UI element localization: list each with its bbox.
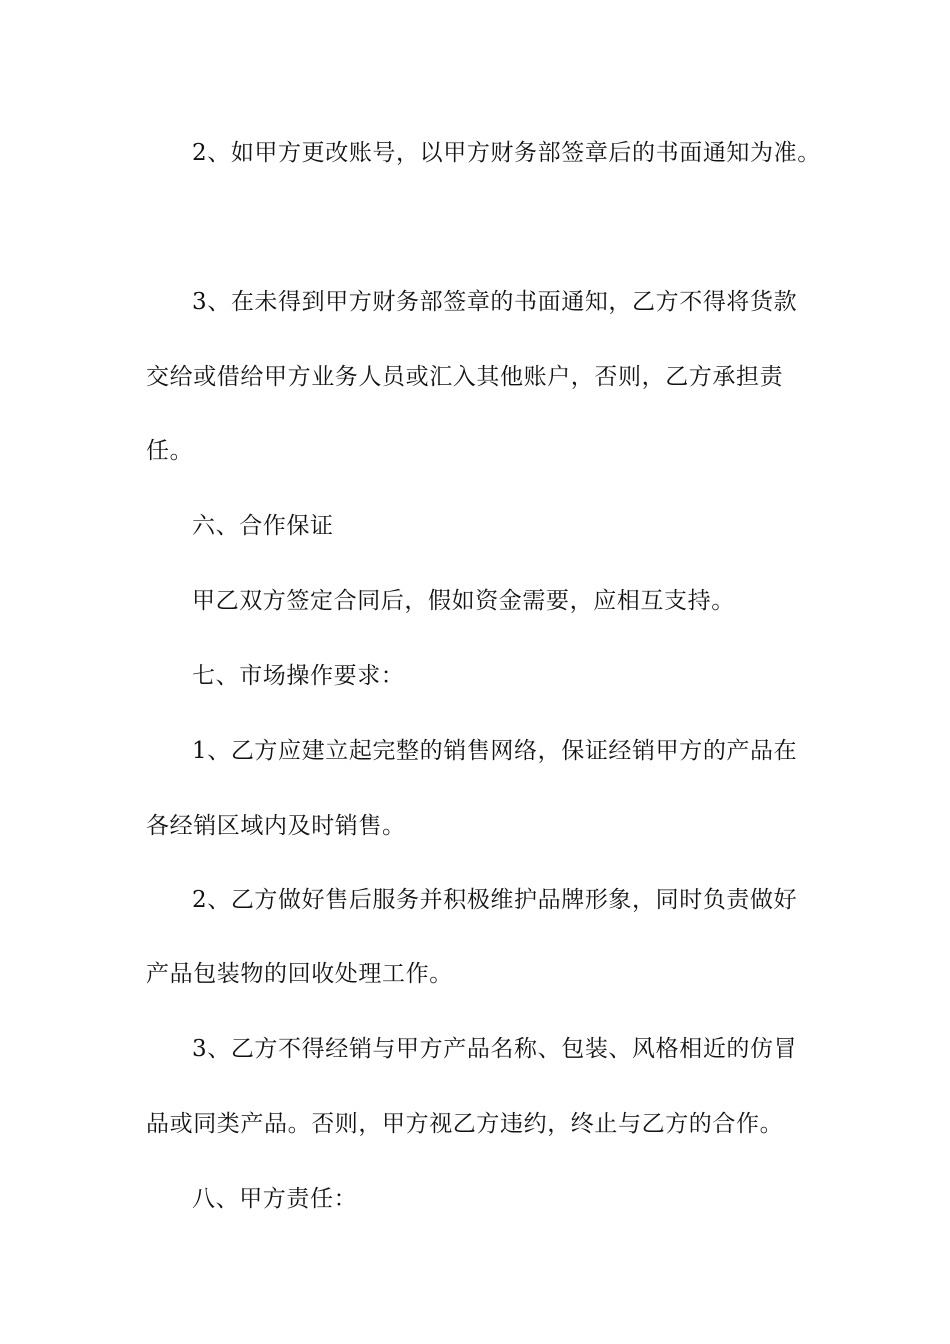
section-heading-market-requirements: 七、市场操作要求： [192,663,405,689]
paragraph-payment-notice-line-2: 交给或借给甲方业务人员或汇入其他账户，否则，乙方承担责 [146,364,784,390]
paragraph-counterfeit-line-2: 品或同类产品。否则，甲方视乙方违约，终止与乙方的合作。 [146,1111,784,1137]
paragraph-counterfeit-line-1: 3、乙方不得经销与甲方产品名称、包装、风格相近的仿冒 [192,1036,798,1062]
paragraph-payment-notice-line-3: 任。 [146,438,194,464]
paragraph-after-sales-line-1: 2、乙方做好售后服务并积极维护品牌形象，同时负责做好 [192,887,798,913]
section-heading-cooperation-guarantee: 六、合作保证 [192,513,334,539]
paragraph-payment-notice-line-1: 3、在未得到甲方财务部签章的书面通知，乙方不得将货款 [192,289,798,315]
paragraph-after-sales-line-2: 产品包装物的回收处理工作。 [146,961,453,987]
paragraph-sales-network-line-2: 各经销区域内及时销售。 [146,813,406,839]
paragraph-account-change: 2、如甲方更改账号，以甲方财务部签章后的书面通知为准。 [192,140,821,166]
paragraph-mutual-support: 甲乙双方签定合同后，假如资金需要，应相互支持。 [192,588,735,614]
paragraph-sales-network-line-1: 1、乙方应建立起完整的销售网络，保证经销甲方的产品在 [192,738,798,764]
section-heading-party-a-responsibility: 八、甲方责任： [192,1186,358,1212]
